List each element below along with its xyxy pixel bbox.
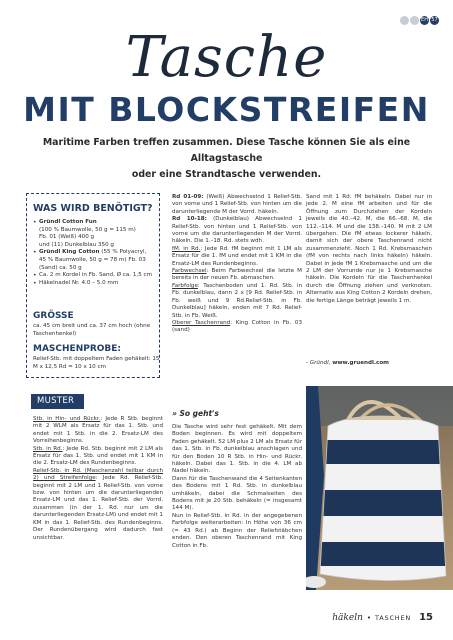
- desc: : Jede Rd. fM beginnt mit 1 LM als Ersatz für die 1. fM und endet mit 1 KM in die Ersatz-LM des Rundenbeginns.: [172, 245, 302, 267]
- instruction-paragraph: Sand mit 1 Rd. fM behäkeln. Dabei nur in jede 2. M eine fM arbeiten und für die Öffnung zum Durchziehen der Kordeln jeweils die 40.–42. M, die 66.–68. M, die 112.–114. M und die 138.–140. M mit 2 LM übergehen. Die fM etwas lockerer häkeln, damit sich der obere Taschenrand nicht zusammenzieht. Noch 1 Rd. Krebsmaschen (fM von rechts nach links häkeln) häkeln. Dabei in jede fM 1 Krebsmasche und um die 2 LM der Vorrunde nur je 1 Krebsmasche häkeln. Die Kordeln für die Taschenhenkel durch die Öffnung ziehen und verknoten. Alternativ aus King Cotton 2 Kordeln drehen, die fertige Länge beträgt jeweils 1 m.: [306, 194, 432, 304]
- term: Rd 01-09:: [172, 194, 204, 200]
- muster-text: [33, 416, 163, 542]
- title-script: Tasche: [125, 25, 328, 90]
- credit: [306, 360, 389, 367]
- desc: : King Cotton in Fb. 03 (sand): [172, 319, 303, 334]
- material-name: Gründl Cotton Fun: [39, 219, 97, 225]
- term: Oberer Taschenrand: [172, 319, 231, 326]
- maschenprobe-text: Relief-Stb. mit doppeltem Faden gehäkelt: 15 M x 12,5 Rd = 10 x 10 cm: [33, 356, 160, 370]
- footer-separator: •: [366, 614, 372, 622]
- material-item: [33, 257, 159, 265]
- round-paragraph: [172, 283, 302, 320]
- material-detail: (55 % Polyacryl,: [99, 249, 147, 256]
- groesse-text: ca. 45 cm breit und ca. 37 cm hoch (ohne Taschenhenkel): [33, 323, 151, 337]
- credit-link[interactable]: www.gruendl.com: [332, 360, 390, 366]
- term: fM. in Rd.: [172, 245, 201, 252]
- material-item: [33, 219, 159, 227]
- round-paragraph: [172, 268, 302, 283]
- muster-paragraph: [33, 446, 163, 468]
- term: Farbfolge: [172, 282, 198, 289]
- instructions: [172, 424, 302, 550]
- instruction-paragraph: Dann für die Taschenwand die 4 Seitenkanten des Bodens mit 1 Rd. Stb. in dunkelblau umhäkeln, dabei die Schmalseiten des Bodens mit je 20 Stb. behäkeln (= insgesamt 144 M).: [172, 475, 302, 512]
- instructions-continued: [306, 194, 432, 305]
- term: Stb. in Rd.: [33, 445, 63, 452]
- subtitle-line: Maritime Farben treffen zusammen. Diese Tasche können Sie als eine Alltagstasche: [42, 137, 411, 164]
- bag-photo: [306, 386, 453, 590]
- nav-dot[interactable]: 57: [431, 17, 438, 23]
- material-item: [33, 234, 159, 242]
- material-item: [33, 249, 159, 257]
- desc: : Taschenboden und 1. Rd. Stb. in Fb. dunkelblau, dann 2 x [9 Rd. Relief-Stb. in Fb. weiß und 9 Rd.Relief-Stb. in Fb. Dunkelblau] häkeln, enden mit 7 Rd. Relief-Stb. in Fb. Weiß.: [172, 282, 302, 319]
- so-gehts-label: So geht's: [179, 409, 219, 418]
- term: Relief-Stb. in Rd. (Maschenzahl teilbar durch 2) und Streifenfolge: [33, 467, 163, 482]
- term: Rd 10-18:: [172, 216, 207, 223]
- title-heading: MIT BLOCKSTREIFEN: [23, 90, 430, 129]
- term: Farbwechsel: [172, 268, 207, 275]
- round-paragraph: [172, 194, 302, 216]
- credit-prefix: - Gründl,: [306, 360, 333, 366]
- material-detail: (100 % Baumwolle, 50 g = 115 m): [39, 226, 136, 233]
- page-nav-dots: [400, 16, 439, 25]
- material-detail: 45 % Baumwolle, 50 g = 78 m) Fb. 03: [39, 256, 146, 263]
- material-detail: (Sand) ca. 50 g: [39, 264, 82, 271]
- muster-label: MUSTER: [31, 394, 84, 409]
- instruction-paragraph: Die Tasche wird sehr fest gehäkelt. Mit dem Boden beginnen. Es wird mit doppeltem Faden gehäkelt. 52 LM plus 2 LM als Ersatz für das 1. Stb. in Fb. dunkelblau anschlagen und für den Boden 10 R Stb. in Hin- und Rückr. häkeln. Dabei das 1. Stb. in die 4. LM ab Nadel häkeln.: [172, 424, 302, 475]
- groesse-heading: GRÖSSE: [33, 311, 74, 321]
- materials-list: [33, 219, 159, 287]
- muster-paragraph: [33, 468, 163, 542]
- term: Stb. in Hin- und Rückr.: [33, 416, 101, 422]
- nav-dot[interactable]: [400, 16, 409, 25]
- materials-heading: WAS WIRD BENÖTIGT?: [33, 203, 153, 214]
- material-item: [33, 227, 159, 235]
- desc: (Weiß) Abwechselnd 1 Relief-Stb. von vorne und 1 Relief-Stb. von hinten um die darunterliegende M der Vorrd. häkeln.: [172, 194, 302, 215]
- desc: : Jede Rd. Relief-Stb. beginnt mit 2 LM und 1 Relief-Stb. von vorne bzw. von hinten um die darunterliegenden Ersatz-LM und das 1. Relief-Stb. der Vorrd. zusammen (in der 1. Rd. nur um die darunterliegenden Ersatz-LM) und endet mit 1 KM in das 1. Relief-Stb. des Rundenbeginns. Der Rundenübergang wird dadurch fast unsichtbar.: [33, 475, 163, 541]
- desc: : Jede Rd. Stb. beginnt mit 2 LM als Ersatz für das 1. Stb. und endet mit 1 KM in die 2. Ersatz-LM des Rundenbeginns.: [33, 445, 163, 467]
- material-name: Gründl King Cotton: [39, 249, 100, 256]
- desc: : Beim Farbwechsel die letzte M bereits in der neuen Fb. abmaschen.: [172, 268, 302, 282]
- page-number: 15: [419, 612, 433, 623]
- round-paragraph: [172, 216, 302, 246]
- subtitle-line: oder eine Strandtasche verwenden.: [131, 169, 322, 180]
- desc: (Dunkelblau) Abwechselnd 1 Relief-Stb. von hinten und 1 Relief-Stb. von vorne um die darunterliegenden M der Vorrd. häkeln. Die 1.–18. Rd. stets wdh.: [172, 216, 302, 245]
- round-paragraph: [172, 246, 302, 268]
- material-detail: Häkelnadel Nr. 4.0 – 5.0 mm: [39, 279, 119, 286]
- maschenprobe-heading: MASCHENPROBE:: [33, 344, 122, 354]
- instruction-paragraph: Nun in Relief-Stb. in Rd. in der angegebenen Farbfolge weiterarbeiten: In Höhe von 36 cm (= 43 Rd.) ab Beginn der Reliefstäbchen enden. Den oberen Taschenrand mit King Cotton in Fb.: [172, 512, 302, 549]
- pattern-rounds: [172, 194, 302, 335]
- muster-paragraph: [33, 416, 163, 446]
- material-detail: Fb. 01 (Weiß) 400 g: [39, 234, 95, 241]
- footer-section: TASCHEN: [375, 614, 412, 622]
- material-detail: und (11) Dunkelblau 350 g: [39, 241, 114, 248]
- nav-dot[interactable]: [410, 16, 419, 25]
- desc: : Jede R Stb. beginnt mit 2 WLM als Ersatz für das 1. Stb. und endet mit 1 Stb. in die 2. Ersatz-LM des Vorreihenbeginns.: [33, 416, 164, 445]
- material-detail: Ca. 2 m Kordel in Fb. Sand, Ø ca. 1,5 cm: [39, 272, 153, 279]
- footer-magazine: häkeln: [332, 613, 363, 623]
- material-item: [33, 272, 159, 280]
- round-paragraph: [172, 320, 302, 335]
- so-gehts-heading: » So geht's: [172, 409, 219, 418]
- bag-illustration: [306, 386, 453, 590]
- nav-dot[interactable]: EH: [421, 17, 428, 23]
- page-footer: [332, 612, 433, 623]
- material-item: [33, 242, 159, 250]
- subtitle: [30, 135, 423, 183]
- material-item: [33, 280, 159, 288]
